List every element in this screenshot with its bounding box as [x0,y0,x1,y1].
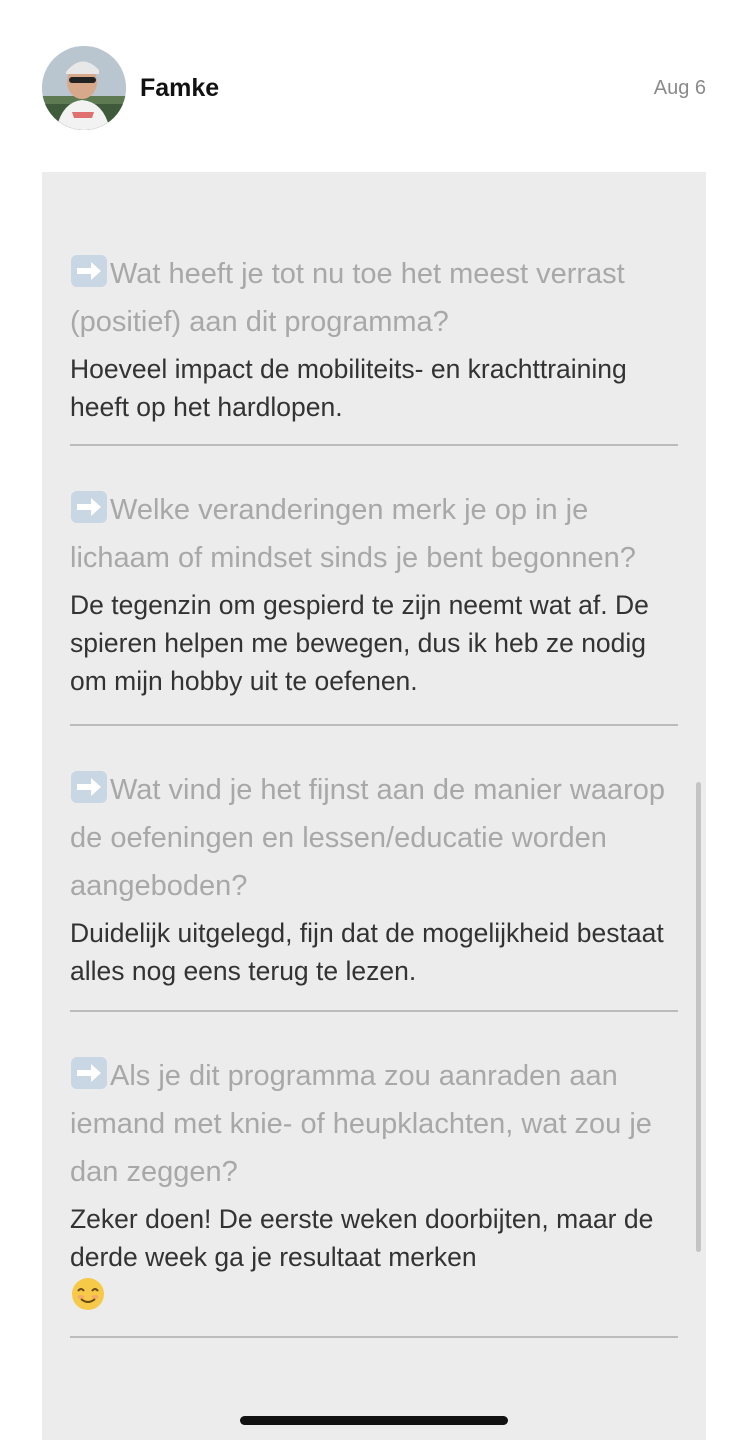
question-text: Welke veranderingen merk je op in je lichaam of mindset sinds je bent begonnen? [70,484,678,582]
qa-item [70,248,678,446]
home-indicator[interactable] [240,1416,508,1425]
smiling-face-icon [70,1276,106,1312]
author-name[interactable]: Famke [140,73,220,102]
qa-item [70,446,678,726]
right-arrow-icon [70,490,108,524]
qa-item [70,726,678,1012]
answer-text: Hoeveel impact de mobiliteits- en krachttraining heeft op het hardlopen. [70,354,627,422]
post-header [42,46,706,130]
question-text: Wat heeft je tot nu toe het meest verrast (positief) aan dit programma? [70,248,678,346]
question-text: Als je dit programma zou aanraden aan iemand met knie- of heupklachten, wat zou je dan zeggen? [70,1050,678,1196]
post-content-card [42,172,706,1440]
right-arrow-icon [70,254,108,288]
answer-text: De tegenzin om gespierd te zijn neemt wat af. De spieren helpen me bewegen, dus ik heb ze nodig om mijn hobby uit te oefenen. [70,590,649,696]
question-text: Wat vind je het fijnst aan de manier waarop de oefeningen en lessen/educatie worden aangeboden? [70,764,678,910]
right-arrow-icon [70,770,108,804]
right-arrow-icon [70,1056,108,1090]
avatar-photo [42,46,126,130]
post-date: Aug 6 [653,76,706,99]
scrollbar[interactable] [696,782,701,1252]
qa-item [70,1012,678,1338]
answer-text: Zeker doen! De eerste weken doorbijten, maar de derde week ga je resultaat merken [70,1200,678,1314]
author-avatar[interactable] [42,46,126,130]
answer-text: Duidelijk uitgelegd, fijn dat de mogelijkheid bestaat alles nog eens terug te lezen. [70,918,664,986]
